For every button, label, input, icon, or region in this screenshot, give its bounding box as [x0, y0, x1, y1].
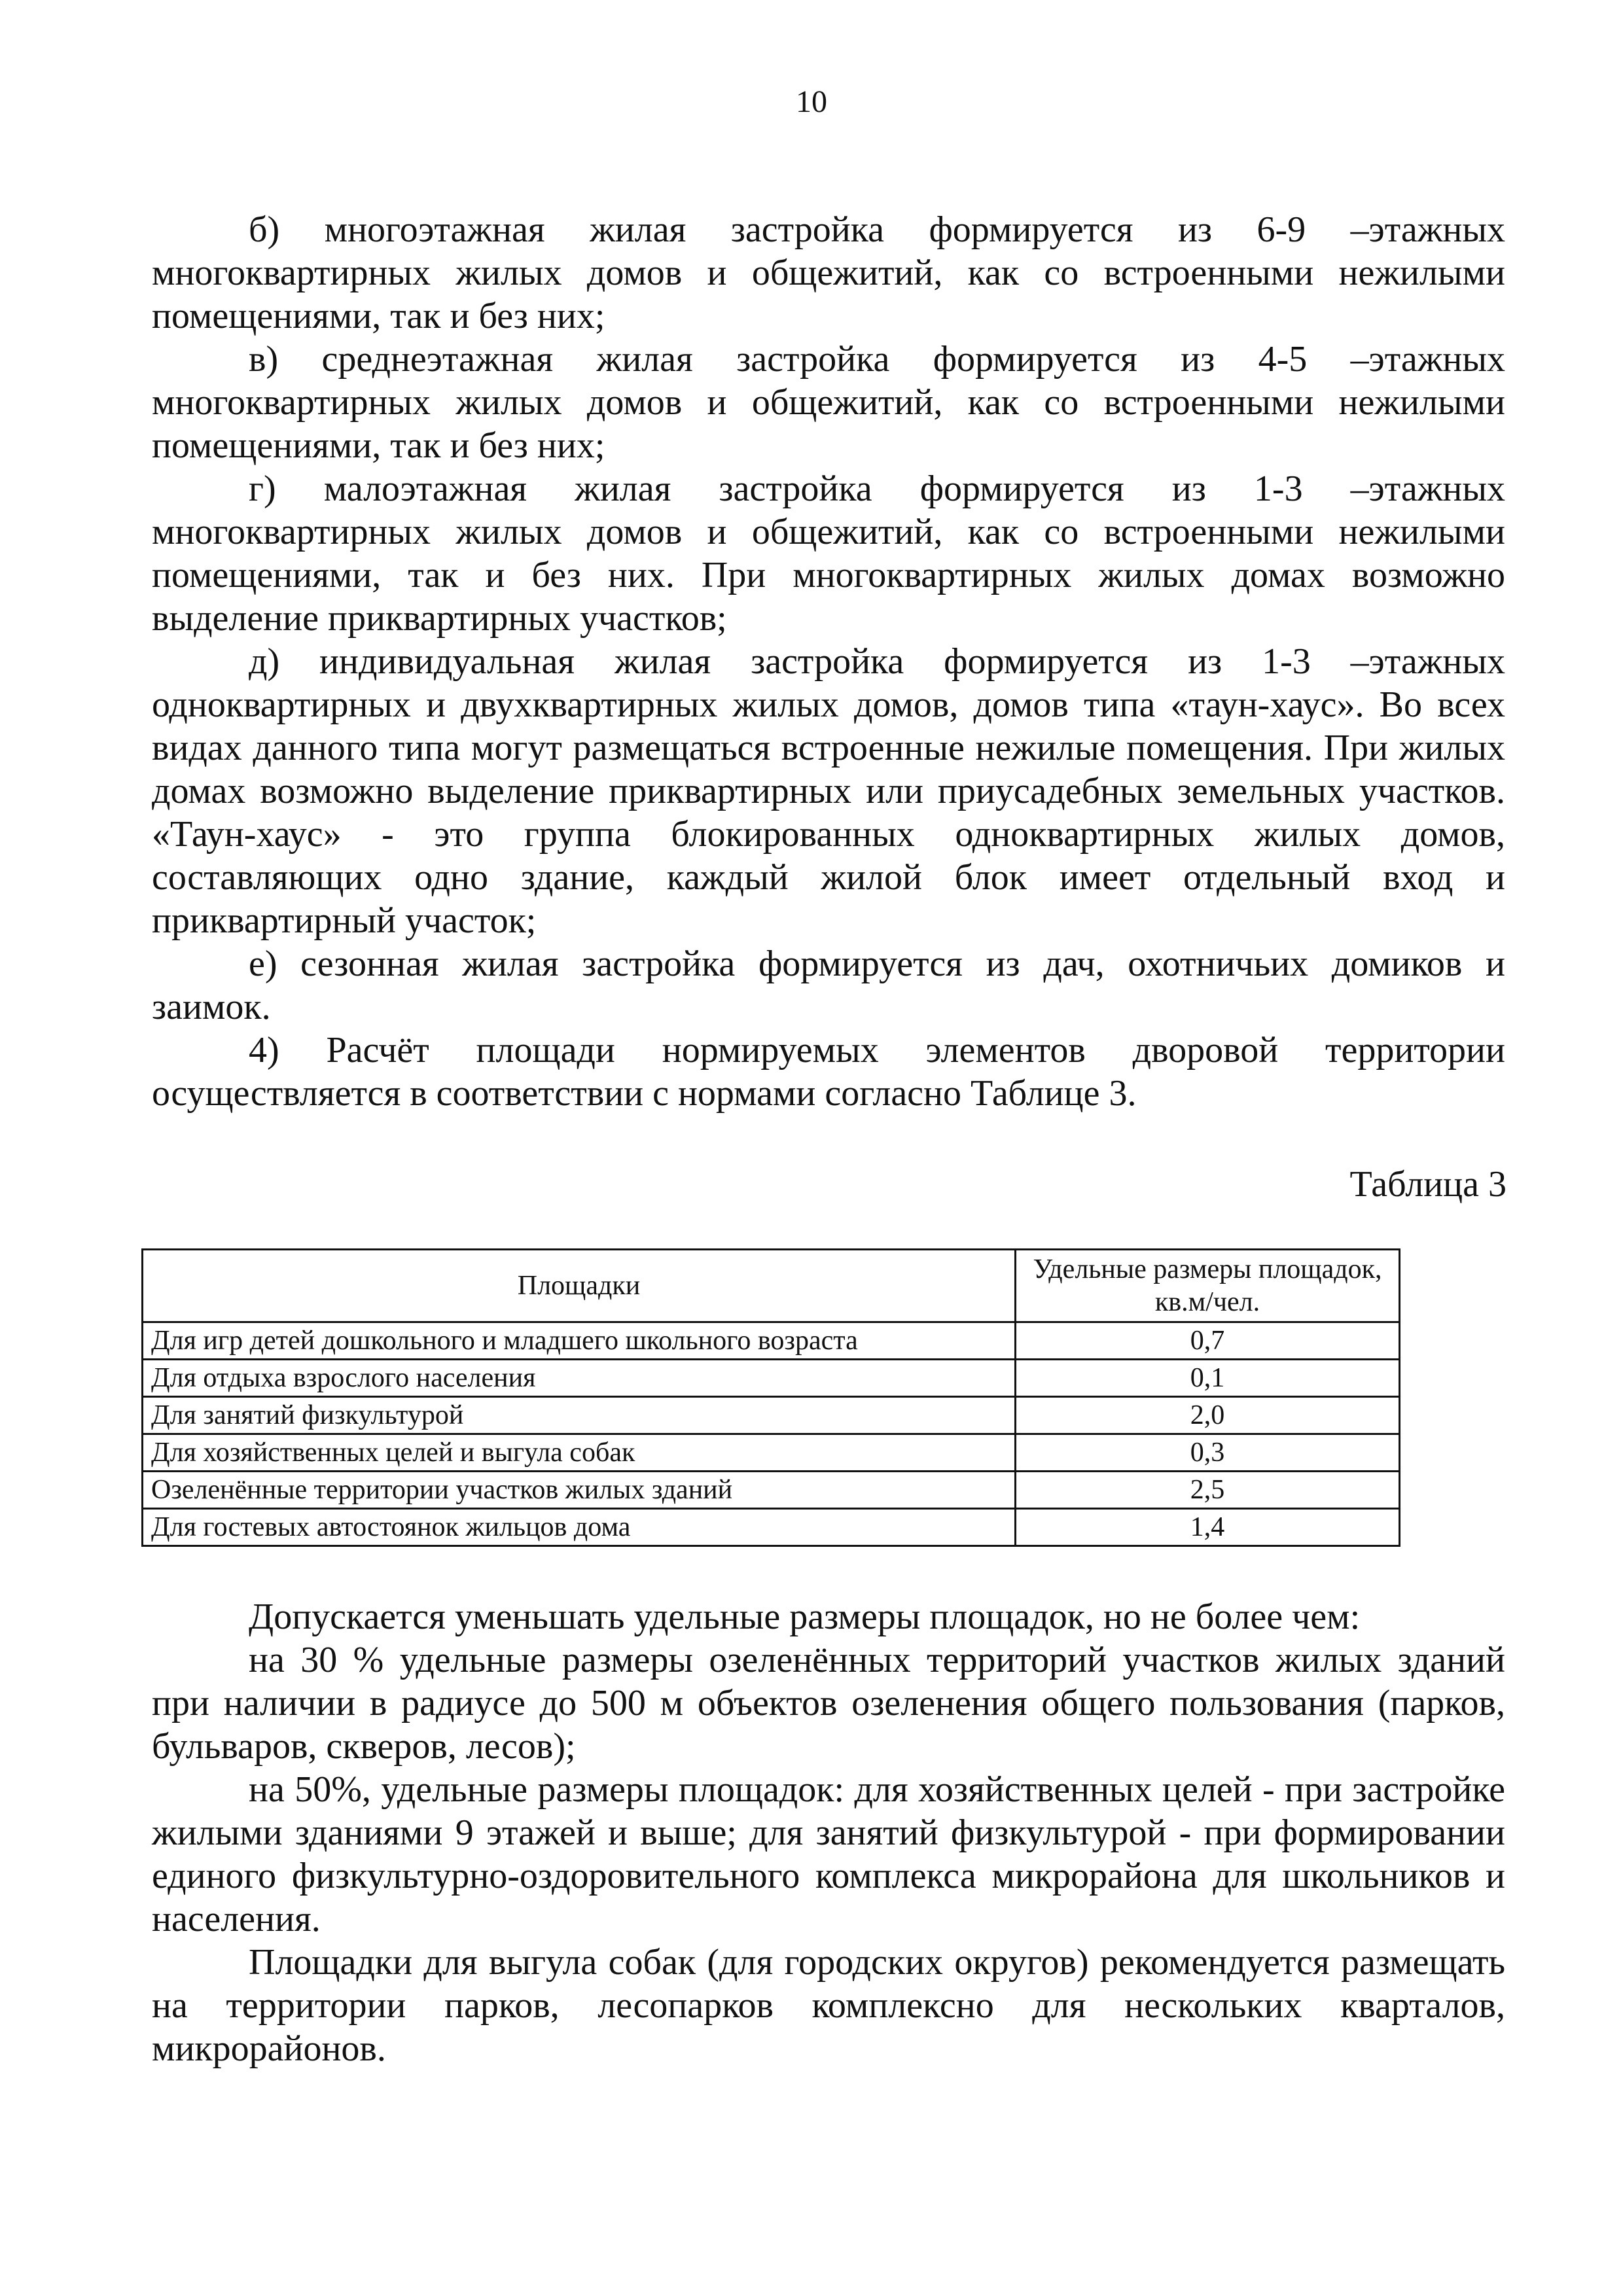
table-header-row — [143, 1250, 1400, 1322]
table-row — [143, 1509, 1400, 1546]
table-row — [143, 1360, 1400, 1397]
paragraph-reduction-50: на 50%, удельные размеры площадок: для хозяйственных целей - при застройке жилыми зданиями 9 этажей и выше; для занятий физкультурой - при формировании единого физкультурно-оздоровительного комплекса микрорайона для школьников и населения. — [152, 1769, 1505, 1939]
norms-table — [141, 1248, 1400, 1547]
paragraph-g: г) малоэтажная жилая застройка формируется из 1-3 –этажных многоквартирных жилых домов и общежитий, как со встроенными нежилыми помещениями, так и без них. При многоквартирных жилых домах возможно выделение приквартирных участков; — [152, 468, 1505, 639]
paragraph-reduction-30: на 30 % удельные размеры озеленённых территорий участков жилых зданий при наличии в радиусе до 500 м объектов озеленения общего пользования (парков, бульваров, скверов, лесов); — [152, 1640, 1505, 1767]
table-row — [143, 1472, 1400, 1509]
paragraph-d: д) индивидуальная жилая застройка формируется из 1-3 –этажных одноквартирных и двухквартирных жилых домов, домов типа «таун-хаус». Во всех видах данного типа могут размещаться встроенные нежилые помещения. При жилых домах возможно выделение приквартирных или приусадебных земельных участков. «Таун-хаус» - это группа блокированных одноквартирных жилых домов, составляющих одно здание, каждый жилой блок имеет отдельный вход и приквартирный участок; — [152, 641, 1505, 941]
row-name: Для занятий физкультурой — [143, 1397, 1016, 1434]
paragraph-dog-areas: Площадки для выгула собак (для городских округов) рекомендуется размещать на территории парков, лесопарков комплексно для нескольких кварталов, микрорайонов. — [152, 1942, 1505, 2069]
paragraph-v: в) среднеэтажная жилая застройка формируется из 4-5 –этажных многоквартирных жилых домов и общежитий, как со встроенными нежилыми помещениями, так и без них; — [152, 339, 1505, 466]
row-value: 2,0 — [1016, 1397, 1400, 1434]
row-value: 0,1 — [1016, 1360, 1400, 1397]
table-row — [143, 1434, 1400, 1472]
row-name: Для хозяйственных целей и выгула собак — [143, 1434, 1016, 1472]
row-value: 2,5 — [1016, 1472, 1400, 1509]
paragraph-reduction-intro: Допускается уменьшать удельные размеры площадок, но не более чем: — [249, 1597, 1361, 1637]
row-value: 1,4 — [1016, 1509, 1400, 1546]
row-name: Озеленённые территории участков жилых зданий — [143, 1472, 1016, 1509]
table-row — [143, 1322, 1400, 1360]
row-value: 0,3 — [1016, 1434, 1400, 1472]
table-caption: Таблица 3 — [1349, 1164, 1507, 1205]
body-text-bottom — [152, 1595, 1505, 2070]
row-value: 0,7 — [1016, 1322, 1400, 1360]
page-number: 10 — [796, 84, 827, 119]
header-areas: Площадки — [143, 1250, 1016, 1322]
header-specific-sizes: Удельные размеры площадок, кв.м/чел. — [1016, 1250, 1400, 1322]
body-text-top — [152, 208, 1505, 1115]
paragraph-e: е) сезонная жилая застройка формируется из дач, охотничьих домиков и заимок. — [152, 944, 1505, 1027]
row-name: Для игр детей дошкольного и младшего школьного возраста — [143, 1322, 1016, 1360]
row-name: Для гостевых автостоянок жильцов дома — [143, 1509, 1016, 1546]
paragraph-b: б) многоэтажная жилая застройка формируется из 6-9 –этажных многоквартирных жилых домов и общежитий, как со встроенными нежилыми помещениями, так и без них; — [152, 209, 1505, 336]
paragraph-4: 4) Расчёт площади нормируемых элементов дворовой территории осуществляется в соответствии с нормами согласно Таблице 3. — [152, 1030, 1505, 1114]
row-name: Для отдыха взрослого населения — [143, 1360, 1016, 1397]
table-row — [143, 1397, 1400, 1434]
